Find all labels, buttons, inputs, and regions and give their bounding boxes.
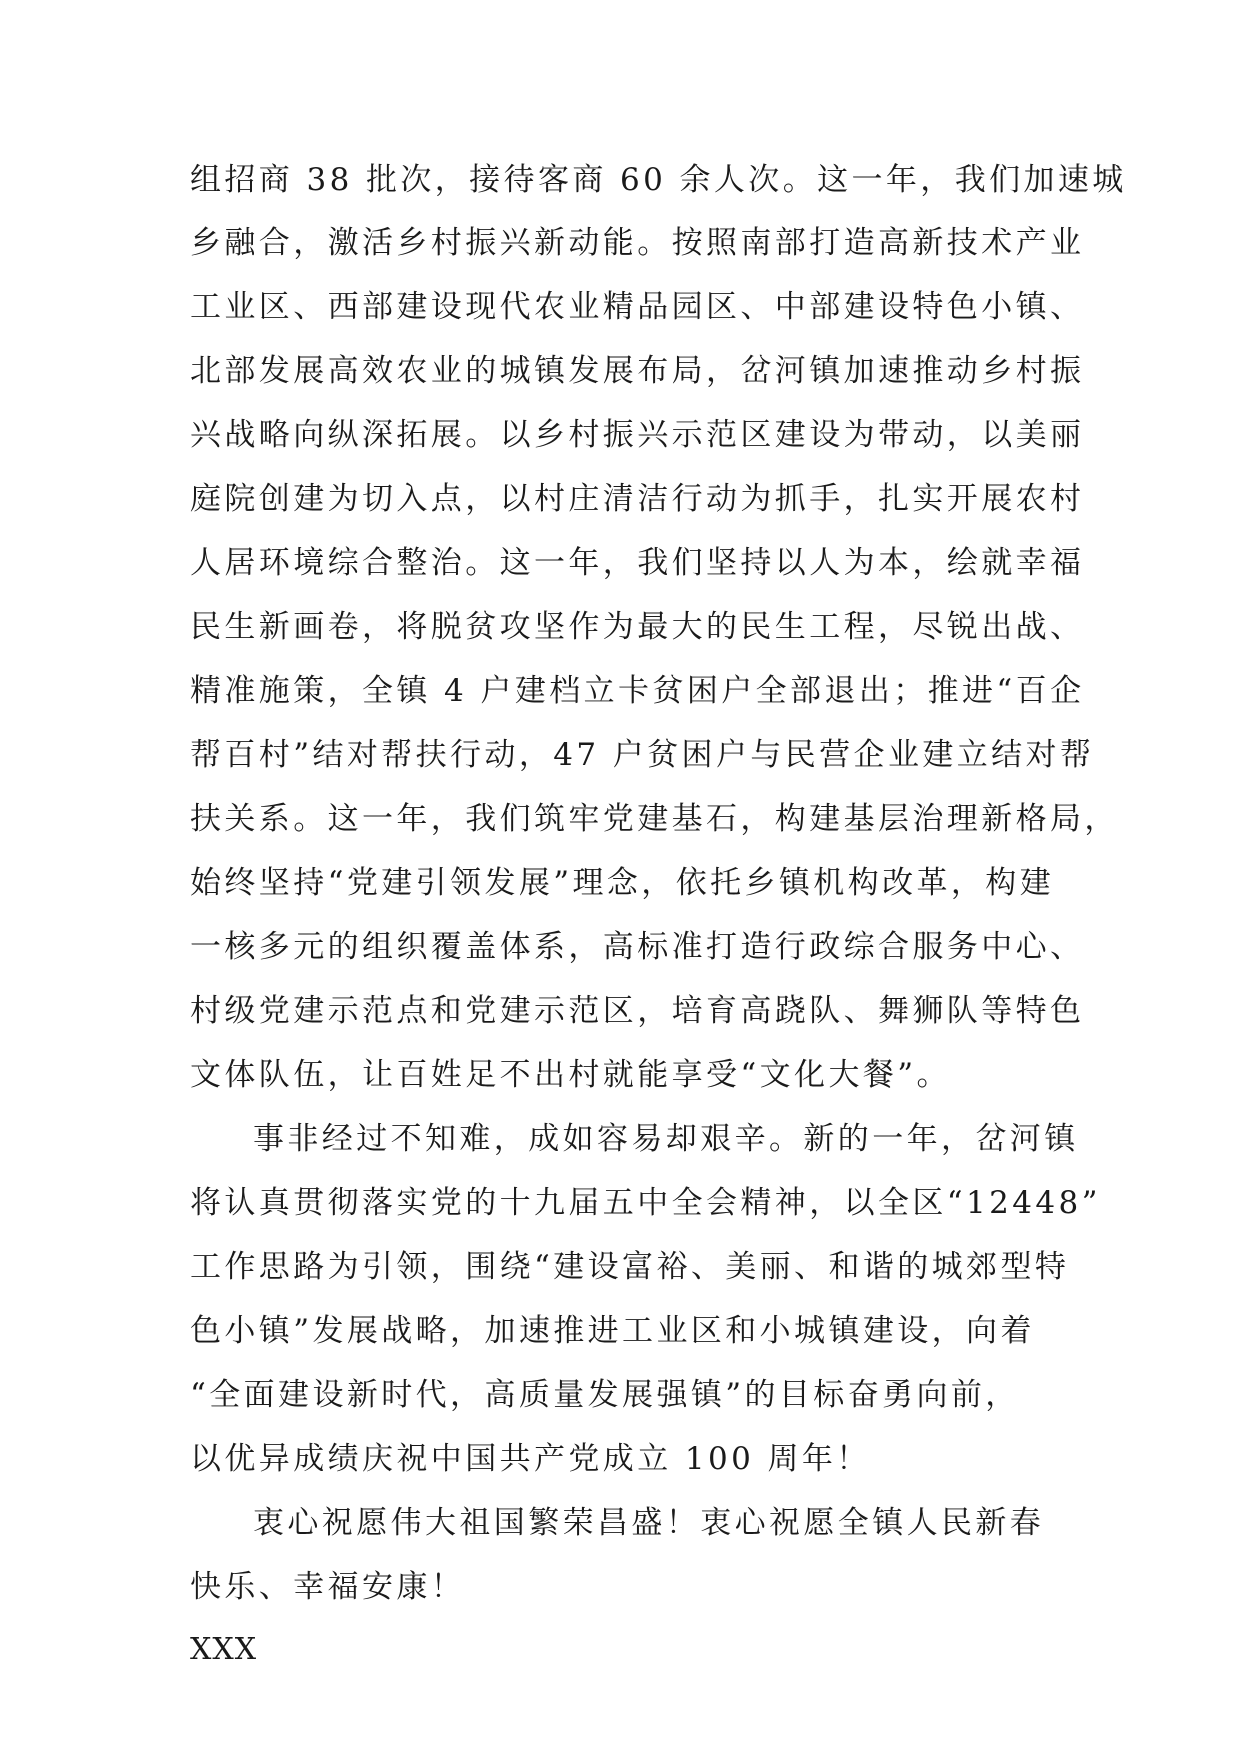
- text-line: 将认真贯彻落实党的十九届五中全会精神，以全区“12448”: [190, 1185, 1101, 1221]
- paragraph-start-line: 衷心祝愿伟大祖国繁荣昌盛！衷心祝愿全镇人民新春: [253, 1505, 1045, 1541]
- text-line: 始终坚持“党建引领发展”理念，依托乡镇机构改革，构建: [190, 865, 1055, 901]
- text-line: 文体队伍，让百姓足不出村就能享受“文化大餐”。: [190, 1057, 951, 1093]
- text-line: 以优异成绩庆祝中国共产党成立 100 周年！: [190, 1441, 871, 1477]
- text-line: 庭院创建为切入点，以村庄清洁行动为抓手，扎实开展农村: [190, 481, 1085, 517]
- text-line: 工作思路为引领，围绕“建设富裕、美丽、和谐的城郊型特: [190, 1249, 1070, 1285]
- text-line: 民生新画卷，将脱贫攻坚作为最大的民生工程，尽锐出战、: [190, 609, 1085, 645]
- paragraph-start-line: 事非经过不知难，成如容易却艰辛。新的一年，岔河镇: [253, 1121, 1079, 1157]
- text-line: 人居环境综合整治。这一年，我们坚持以人为本，绘就幸福: [190, 545, 1085, 581]
- text-line: 快乐、幸福安康！: [190, 1569, 466, 1605]
- signature: XXX: [190, 1632, 258, 1667]
- text-line: 扶关系。这一年，我们筑牢党建基石，构建基层治理新格局，: [190, 801, 1119, 837]
- text-line: 一核多元的组织覆盖体系，高标准打造行政综合服务中心、: [190, 929, 1085, 965]
- text-line: 帮百村”结对帮扶行动，47 户贫困户与民营企业建立结对帮: [190, 737, 1095, 773]
- text-line: 兴战略向纵深拓展。以乡村振兴示范区建设为带动，以美丽: [190, 417, 1085, 453]
- text-line: 工业区、西部建设现代农业精品园区、中部建设特色小镇、: [190, 289, 1085, 325]
- text-line: 北部发展高效农业的城镇发展布局，岔河镇加速推动乡村振: [190, 353, 1085, 389]
- text-line: “全面建设新时代，高质量发展强镇”的目标奋勇向前，: [190, 1377, 1020, 1413]
- text-line: 组招商 38 批次，接待客商 60 余人次。这一年，我们加速城: [190, 162, 1127, 198]
- text-line: 精准施策，全镇 4 户建档立卡贫困户全部退出；推进“百企: [190, 673, 1085, 709]
- text-line: 色小镇”发展战略，加速推进工业区和小城镇建设，向着: [190, 1313, 1035, 1349]
- text-line: 乡融合，激活乡村振兴新动能。按照南部打造高新技术产业: [190, 225, 1085, 261]
- text-line: 村级党建示范点和党建示范区，培育高跷队、舞狮队等特色: [190, 993, 1085, 1029]
